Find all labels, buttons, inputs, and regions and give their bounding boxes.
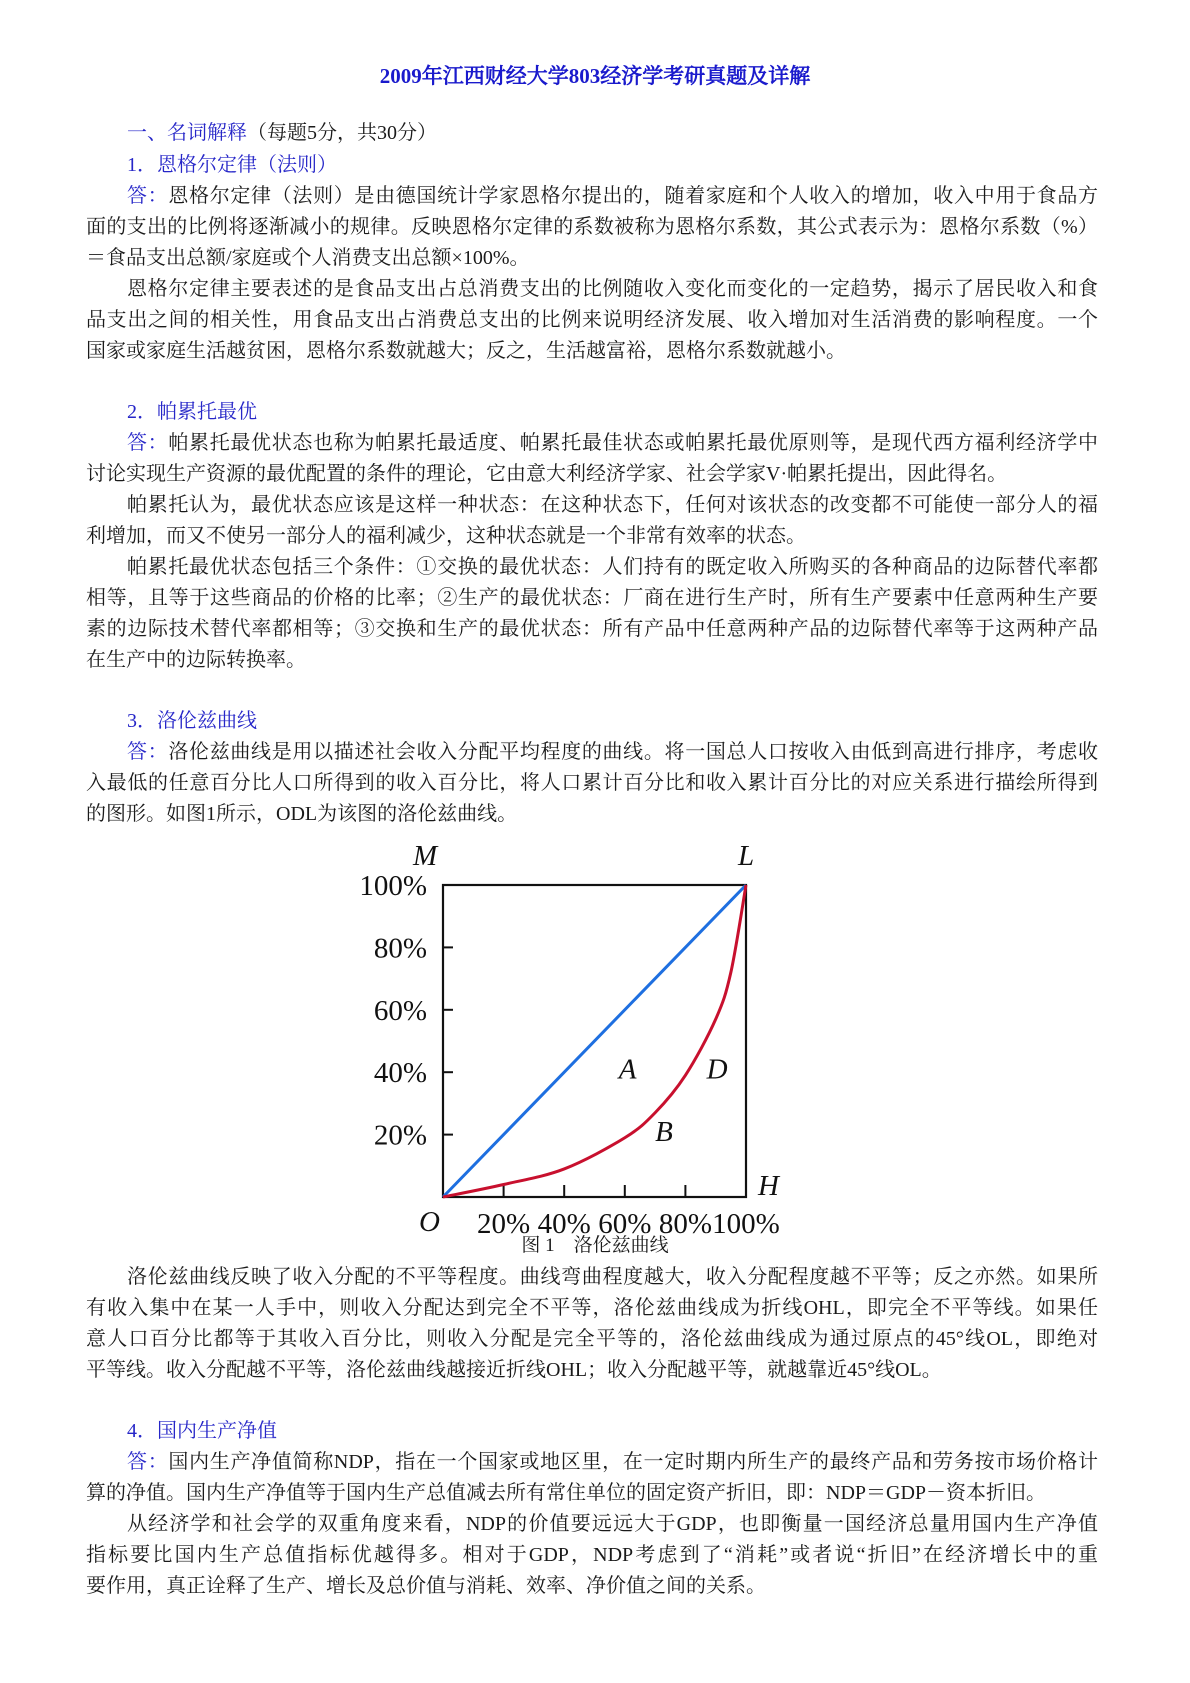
x-tick-label: 80% (658, 1208, 712, 1240)
q4-p2-line: 从经济学和社会学的双重角度来看，NDP的价值要远远大于GDP，也即衡量一国经济总量用国内生产净值 (127, 1513, 1098, 1535)
answer-label: 答： (127, 185, 169, 207)
q2-p3-line: 素的边际技术替代率都相等；③交换和生产的最优状态：所有产品中任意两种产品的边际替代率等于这两种产品 (86, 618, 1098, 640)
x-tick-label: 100% (712, 1208, 780, 1240)
point-label-o: O (419, 1206, 440, 1238)
q1-p1-line: 面的支出的比例将逐渐减小的规律。反映恩格尔定律的系数被称为恩格尔系数，其公式表示为：恩格尔系数（%） (86, 216, 1098, 238)
q3-p2-line: 有收入集中在某一人手中，则收入分配达到完全不平等，洛伦兹曲线成为折线OHL，即完全不平等线。如果任 (86, 1297, 1098, 1319)
region-label-b: B (655, 1115, 673, 1148)
section-heading-note: （每题5分，共30分） (247, 122, 437, 144)
y-tick-label: 60% (373, 994, 427, 1027)
region-label-a: A (618, 1053, 637, 1086)
series-odl-line (443, 885, 746, 1197)
q1-p2-line: 品支出之间的相关性，用食品支出占消费总支出的比例来说明经济发展、收入增加对生活消费的影响程度。一个 (86, 309, 1098, 331)
q1-p1-line: ＝食品支出总额/家庭或个人消费支出总额×100%。 (86, 247, 530, 269)
q4-p1-line: 答：国内生产净值简称NDP，指在一个国家或地区里，在一定时期内所生产的最终产品和劳务按市场价格计 (127, 1451, 1099, 1473)
point-label-l: L (738, 840, 755, 872)
q3-heading: 3．洛伦兹曲线 (127, 710, 257, 732)
y-tick-label: 40% (373, 1057, 427, 1090)
y-tick-label: 20% (373, 1119, 427, 1152)
q2-p3-line: 在生产中的边际转换率。 (86, 649, 306, 671)
q2-p2-line: 帕累托认为，最优状态应该是这样一种状态：在这种状态下，任何对该状态的改变都不可能使一部分人的福 (127, 494, 1098, 516)
q2-heading: 2．帕累托最优 (127, 401, 257, 423)
point-label-m: M (413, 840, 438, 872)
q3-p2-line: 平等线。收入分配越不平等，洛伦兹曲线越接近折线OHL；收入分配越平等，就越靠近45°线OL。 (86, 1359, 942, 1381)
q2-p2-line: 利增加，而又不使另一部分人的福利减少，这种状态就是一个非常有效率的状态。 (86, 525, 806, 547)
x-tick-label: 40% (537, 1208, 591, 1240)
q2-p3-line: 帕累托最优状态包括三个条件：①交换的最优状态：人们持有的既定收入所购买的各种商品的边际替代率都 (127, 556, 1098, 578)
section-heading-label: 一、名词解释 (127, 122, 247, 144)
x-tick-label: 60% (598, 1208, 652, 1240)
plot-frame (443, 885, 746, 1197)
answer-label: 答： (127, 741, 169, 763)
x-tick-label: 20% (477, 1208, 531, 1240)
answer-label: 答： (127, 432, 169, 454)
y-tick-label: 100% (359, 870, 427, 902)
q3-p2-line: 意人口百分比都等于其收入百分比，则收入分配是完全平等的，洛伦兹曲线成为通过原点的45°线OL，即绝对 (86, 1328, 1098, 1350)
q2-p3-line: 相等，且等于这些商品的价格的比率；②生产的最优状态：厂商在进行生产时，所有生产要素中任意两种生产要 (86, 587, 1098, 609)
q3-p2-line: 洛伦兹曲线反映了收入分配的不平等程度。曲线弯曲程度越大，收入分配程度越不平等；反之亦然。如果所 (127, 1266, 1098, 1288)
series-ol-line (443, 885, 746, 1197)
q3-p1-line: 的图形。如图1所示，ODL为该图的洛伦兹曲线。 (86, 803, 518, 825)
q2-p1-line: 答：帕累托最优状态也称为帕累托最适度、帕累托最佳状态或帕累托最优原则等，是现代西方福利经济学中 (127, 432, 1099, 454)
answer-label: 答： (127, 1451, 169, 1473)
section-heading (127, 118, 437, 148)
q3-p1-line: 入最低的任意百分比人口所得到的收入百分比，将人口累计百分比和收入累计百分比的对应关系进行描绘所得到 (86, 772, 1098, 794)
q2-p1-line: 讨论实现生产资源的最优配置的条件的理论，它由意大利经济学家、社会学家V·帕累托提出，因此得名。 (86, 463, 1008, 485)
q1-p2-line: 恩格尔定律主要表述的是食品支出占总消费支出的比例随收入变化而变化的一定趋势，揭示了居民收入和食 (127, 278, 1098, 300)
page-title: 2009年江西财经大学803经济学考研真题及详解 (379, 64, 811, 88)
point-label-h: H (758, 1170, 779, 1202)
region-label-d: D (706, 1053, 728, 1086)
q4-p2-line: 要作用，真正诠释了生产、增长及总价值与消耗、效率、净价值之间的关系。 (86, 1575, 766, 1597)
q4-heading: 4．国内生产净值 (127, 1420, 277, 1442)
figure-caption: 图 1 洛伦兹曲线 (521, 1235, 669, 1256)
q1-p1-line: 答：恩格尔定律（法则）是由德国统计学家恩格尔提出的，随着家庭和个人收入的增加，收入中用于食品方 (127, 185, 1099, 207)
y-tick-label: 80% (373, 932, 427, 965)
q1-p2-line: 国家或家庭生活越贫困，恩格尔系数就越大；反之，生活越富裕，恩格尔系数就越小。 (86, 340, 846, 362)
q3-p1-line: 答：洛伦兹曲线是用以描述社会收入分配平均程度的曲线。将一国总人口按收入由低到高进行排序，考虑收 (127, 741, 1099, 763)
q1-heading: 1．恩格尔定律（法则） (127, 154, 337, 176)
q4-p2-line: 指标要比国内生产总值指标优越得多。相对于GDP，NDP考虑到了“消耗”或者说“折旧”在经济增长中的重 (86, 1544, 1098, 1566)
q4-p1-line: 算的净值。国内生产净值等于国内生产总值减去所有常住单位的固定资产折旧，即：NDP＝GDP－资本折旧。 (86, 1482, 1047, 1504)
